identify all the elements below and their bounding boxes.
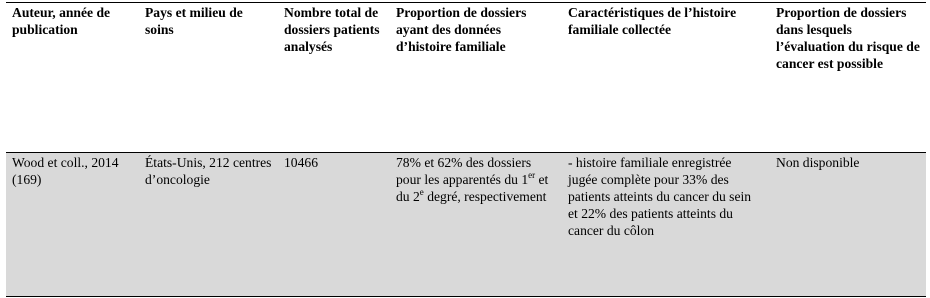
superscript-first: er xyxy=(528,170,536,180)
proportion-text-a: 78% et 62% des dossiers pour les apparentés du 1 xyxy=(396,155,532,187)
cell-total: 10466 xyxy=(278,153,390,297)
header-characteristics: Caractéristiques de l’histoire familiale collectée xyxy=(562,3,770,153)
header-total: Nombre total de dossiers patients analysés xyxy=(278,3,390,153)
proportion-text-c: degré, respectivement xyxy=(423,189,547,204)
cell-characteristics: - histoire familiale enregistrée jugée complète pour 33% des patients atteints du cancer du sein et 22% des patients atteints du cancer du côlon xyxy=(562,153,770,297)
header-author: Auteur, année de publication xyxy=(6,3,139,153)
literature-table xyxy=(6,2,926,297)
header-row xyxy=(6,3,926,153)
cell-family-history-proportion xyxy=(390,153,562,297)
header-risk-assessment: Proportion de dossiers dans lesquels l’évaluation du risque de cancer est possible xyxy=(770,3,926,153)
table-row xyxy=(6,153,926,297)
cell-author: Wood et coll., 2014 (169) xyxy=(6,153,139,297)
superscript-second: e xyxy=(419,187,424,197)
header-country: Pays et milieu de soins xyxy=(139,3,278,153)
cell-risk-assessment: Non disponible xyxy=(770,153,926,297)
cell-country: États-Unis, 212 centres d’oncologie xyxy=(139,153,278,297)
header-family-history-proportion: Proportion de dossiers ayant des données d’histoire familiale xyxy=(390,3,562,153)
proportion-text-b: et du 2 xyxy=(396,172,549,204)
